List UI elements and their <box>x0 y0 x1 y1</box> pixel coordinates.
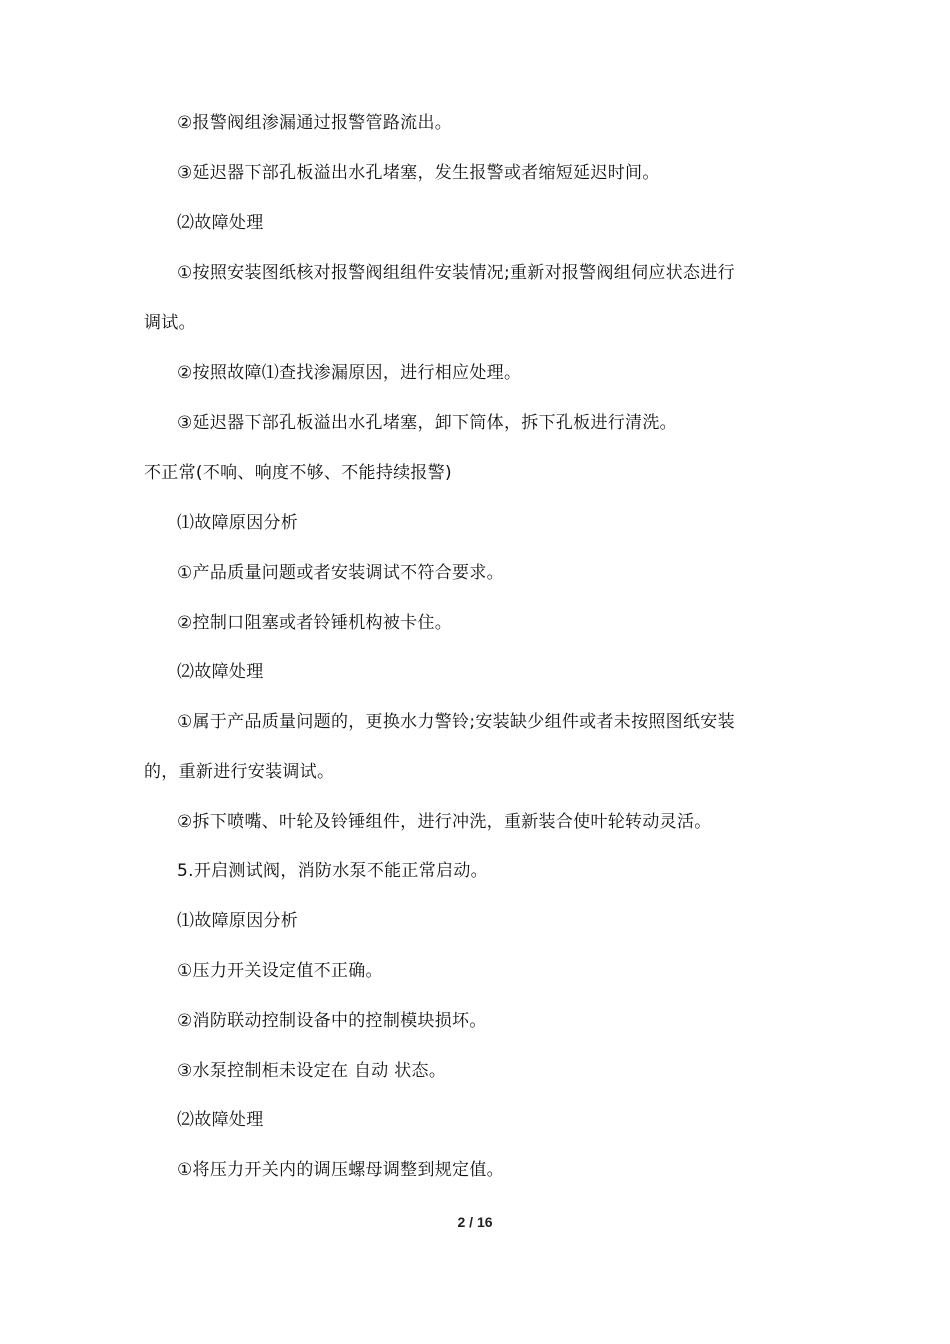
section-heading: 5.开启测试阀，消防水泵不能正常启动。 <box>177 861 488 881</box>
page-number: 2 / 16 <box>457 1214 493 1230</box>
paragraph-line: ②控制口阻塞或者铃锤机构被卡住。 <box>177 613 453 633</box>
paragraph-line: ②消防联动控制设备中的控制模块损坏。 <box>177 1011 487 1031</box>
paragraph-line: ①按照安装图纸核对报警阀组组件安装情况;重新对报警阀组伺应状态进行 <box>177 263 735 283</box>
section-heading: ⑴故障原因分析 <box>177 911 299 931</box>
paragraph-line-continuation: 调试。 <box>144 313 196 333</box>
paragraph-line: ①产品质量问题或者安装调试不符合要求。 <box>177 563 504 583</box>
section-heading: ⑵故障处理 <box>177 662 264 682</box>
paragraph-line: ②拆下喷嘴、叶轮及铃锤组件，进行冲洗，重新装合使叶轮转动灵活。 <box>177 812 712 832</box>
paragraph-line: ②报警阀组渗漏通过报警管路流出。 <box>177 113 453 133</box>
paragraph-line-continuation: 的，重新进行安装调试。 <box>144 762 335 782</box>
section-heading: ⑵故障处理 <box>177 213 264 233</box>
paragraph-line: ③延迟器下部孔板溢出水孔堵塞，发生报警或者缩短延迟时间。 <box>177 163 660 183</box>
paragraph-line: ③水泵控制柜未设定在 自动 状态。 <box>177 1061 447 1081</box>
section-heading: ⑴故障原因分析 <box>177 513 299 533</box>
paragraph-line: ③延迟器下部孔板溢出水孔堵塞，卸下筒体，拆下孔板进行清洗。 <box>177 413 677 433</box>
paragraph-line: ①将压力开关内的调压螺母调整到规定值。 <box>177 1160 504 1180</box>
paragraph-line: ①属于产品质量问题的，更换水力警铃;安装缺少组件或者未按照图纸安装 <box>177 712 735 732</box>
paragraph-line: ①压力开关设定值不正确。 <box>177 961 383 981</box>
section-heading: ⑵故障处理 <box>177 1110 264 1130</box>
paragraph-line: ②按照故障⑴查找渗漏原因，进行相应处理。 <box>177 363 522 383</box>
section-heading: 不正常(不响、响度不够、不能持续报警) <box>144 463 452 483</box>
